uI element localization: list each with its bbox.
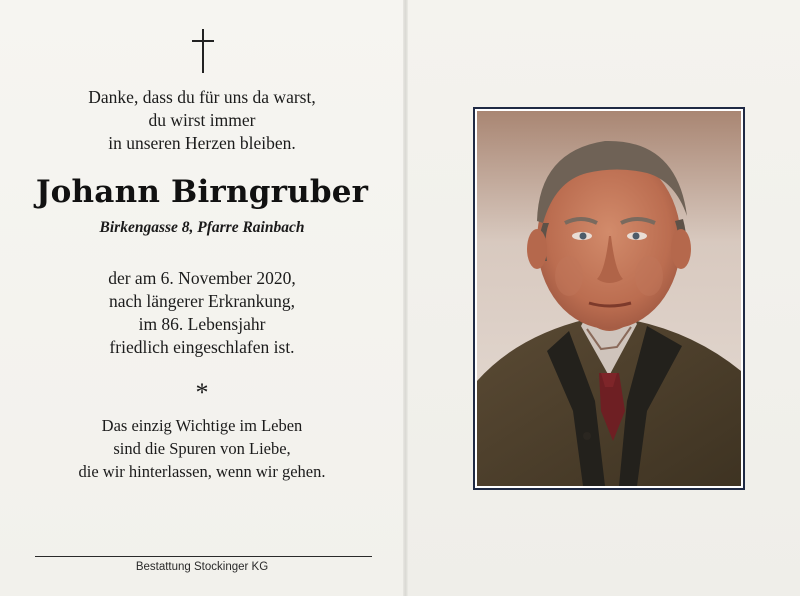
notice-line: im 86. Lebensjahr [138,314,266,334]
verse-line: in unseren Herzen bleiben. [108,133,296,153]
deceased-address: Birkengasse 8, Pfarre Rainbach [99,219,305,236]
verse-line: du wirst immer [148,110,256,130]
portrait-image [477,111,741,486]
funeral-home: Bestattung Stockinger KG [135,561,269,573]
quote-line: Das einzig Wichtige im Leben [101,416,303,435]
cross-icon [192,29,214,73]
footer-divider [35,556,372,557]
deceased-name: Johann Birngruber [35,174,369,210]
opening-verse [0,86,404,155]
notice-line: der am 6. November 2020, [108,268,296,288]
verse-line: Danke, dass du für uns da warst, [88,87,316,107]
quote-line: die wir hinterlassen, wenn wir gehen. [78,462,326,481]
notice-line: nach längerer Erkrankung, [108,291,296,311]
quote-line: sind die Spuren von Liebe, [113,439,291,458]
portrait-photo [473,107,745,490]
death-notice [0,267,404,359]
separator-asterisk: * [195,378,209,407]
closing-quote [0,414,404,483]
notice-line: friedlich eingeschlafen ist. [109,337,295,357]
